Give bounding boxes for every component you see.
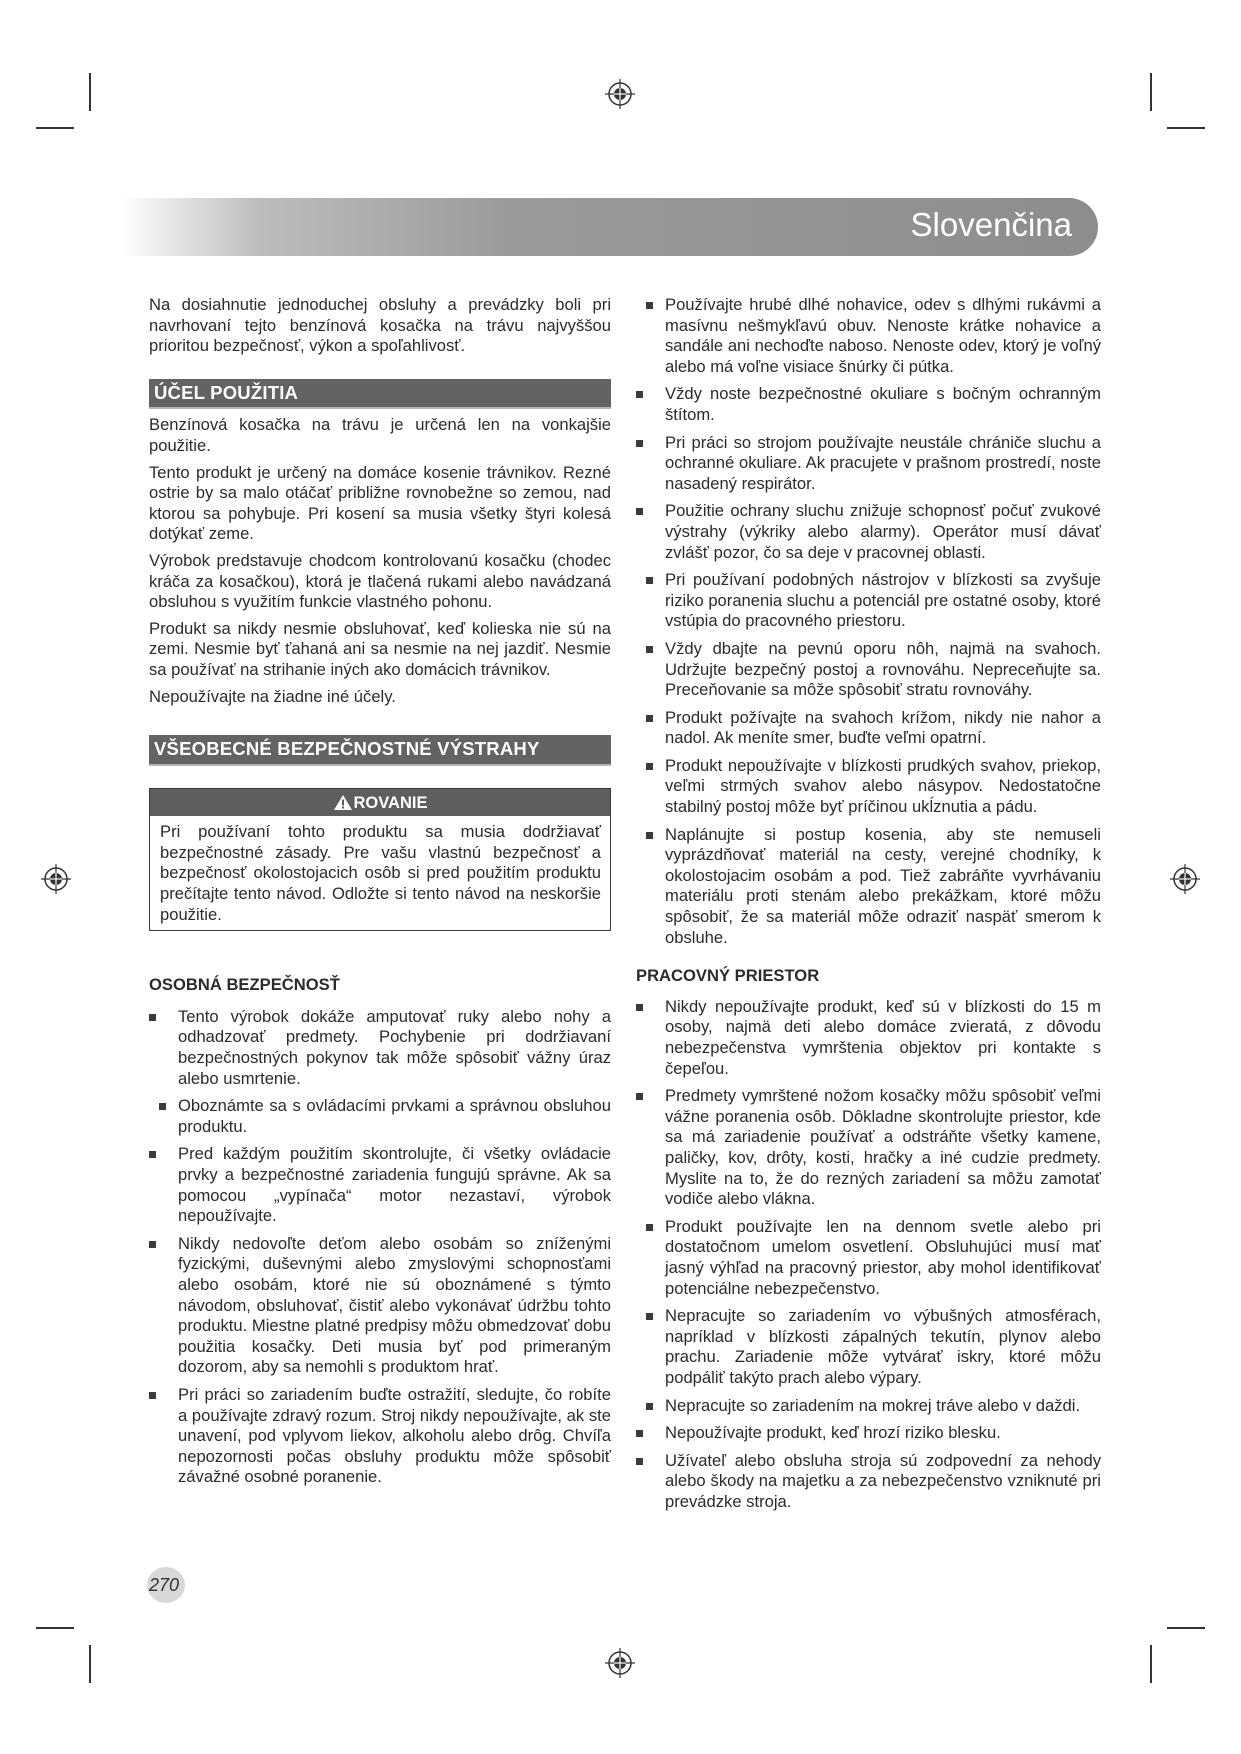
list-item: Vždy noste bezpečnostné okuliare s bočným ochranným štítom.	[636, 384, 1101, 425]
bullet-icon	[636, 1458, 643, 1465]
bullet-icon	[636, 1093, 643, 1100]
page-number: 270	[147, 1567, 185, 1603]
list-item: Nepracujte so zariadením na mokrej tráve alebo v daždi.	[636, 1396, 1101, 1417]
warning-title: ROVANIE	[353, 793, 428, 812]
bullet-icon	[646, 832, 653, 839]
registration-mark-icon	[603, 77, 637, 111]
section-heading-purpose: ÚČEL POUŽITIA	[149, 379, 611, 408]
registration-mark-icon	[39, 862, 73, 896]
bullet-icon	[646, 646, 653, 653]
list-item: Vždy dbajte na pevnú oporu nôh, najmä na svahoch. Udržujte bezpečný postoj a rovnováhu. Nepreceňujte sa. Preceňovanie sa môže spôsobiť stratu rovnováhy.	[636, 639, 1101, 701]
language-banner	[120, 198, 1098, 256]
list-item: Nepracujte so zariadením vo výbušných atmosférach, napríklad v blízkosti zápalných tekutín, plynov alebo prachu. Zariadenie môže vytvárať iskry, ktoré môžu podpáliť takýto prach alebo výpary.	[636, 1306, 1101, 1388]
right-column	[636, 295, 1101, 1519]
right-safety-list	[636, 295, 1101, 948]
list-item: Tento výrobok dokáže amputovať ruky alebo nohy a odhadzovať predmety. Pochybenie pri dodržiavaní bezpečnostných pokynov tak môže spôsobiť vážny úraz alebo usmrtenie.	[149, 1007, 611, 1089]
crop-mark	[1167, 127, 1205, 129]
list-item: Oboznámte sa s ovládacími prvkami a správnou obsluhou produktu.	[149, 1096, 611, 1137]
bullet-icon	[159, 1103, 166, 1110]
bullet-icon	[646, 577, 653, 584]
section-heading-general-safety: VŠEOBECNÉ BEZPEČNOSTNÉ VÝSTRAHY	[149, 735, 611, 764]
bullet-icon	[646, 1403, 653, 1410]
paragraph: Tento produkt je určený na domáce kosenie trávnikov. Rezné ostrie by sa malo otáčať približne rovnobežne so zemou, nad ktorou sa pohybuje. Pri kosení sa musia všetky štyri kolesá dotýkať zeme.	[149, 462, 611, 544]
list-item: Nikdy nedovoľte deťom alebo osobám so zníženými fyzickými, duševnými alebo zmyslovými schopnosťami alebo osobám, ktoré nie sú oboznámené s týmto návodom, obsluhovať, čistiť alebo vykonávať údržbu tohto produktu. Miestne platné predpisy môžu obmedzovať dobu použitia kosačky. Deti musia byť pod primeraným dozorom, aby sa nemohli s produktom hrať.	[149, 1234, 611, 1378]
bullet-icon	[646, 1224, 653, 1231]
crop-mark	[89, 1645, 91, 1683]
bullet-icon	[636, 1004, 643, 1011]
list-item: Použitie ochrany sluchu znižuje schopnosť počuť zvukové výstrahy (výkriky alebo alarmy). Operátor musí dávať zvlášť pozor, čo sa deje v pracovnej oblasti.	[636, 501, 1101, 563]
paragraph: Produkt sa nikdy nesmie obsluhovať, keď kolieska nie sú na zemi. Nesmie byť ťahaná ani sa nesmie na nej jazdiť. Nesmie sa používať na strihanie iných ako domácich trávnikov.	[149, 618, 611, 679]
left-column	[149, 295, 611, 1495]
language-title: Slovenčina	[910, 206, 1072, 243]
list-item: Produkt požívajte na svahoch krížom, nikdy nie nahor a nadol. Ak meníte smer, buďte veľmi opatrní.	[636, 708, 1101, 749]
paragraph: Výrobok predstavuje chodcom kontrolovanú kosačku (chodec kráča za kosačkou), ktorá je tlačená rukami alebo navádzaná obsluhou s využitím funkcie vlastného pohonu.	[149, 550, 611, 612]
intro-paragraph: Na dosiahnutie jednoduchej obsluhy a prevádzky boli pri navrhovaní tejto benzínová kosačka na trávu najvyššou prioritou bezpečnosť, výkon a spoľahlivosť.	[149, 295, 611, 356]
registration-mark-icon	[603, 1646, 637, 1680]
list-item: Pred každým použitím skontrolujte, či všetky ovládacie prvky a bezpečnostné zariadenia fungujú správne. Ak sa pomocou „vypínača“ motor nezastaví, výrobok nepoužívajte.	[149, 1144, 611, 1226]
crop-mark	[1150, 1645, 1152, 1683]
personal-safety-list	[149, 1007, 611, 1488]
list-item: Nepoužívajte produkt, keď hrozí riziko blesku.	[636, 1423, 1101, 1444]
bullet-icon	[149, 1241, 156, 1248]
list-item: Produkt nepoužívajte v blízkosti prudkých svahov, priekop, veľmi strmých svahov alebo násypov. Nedostatočne stabilný postoj môže byť príčinou ukĺznutia a pádu.	[636, 756, 1101, 818]
bullet-icon	[646, 1313, 653, 1320]
bullet-icon	[636, 440, 643, 447]
crop-mark	[1167, 1627, 1205, 1629]
list-item: Pri práci so strojom používajte neustále chrániče sluchu a ochranné okuliare. Ak pracujete v prašnom prostredí, noste nasadený respirátor.	[636, 433, 1101, 495]
registration-mark-icon	[1168, 862, 1202, 896]
bullet-icon	[149, 1392, 156, 1399]
list-item: Pri používaní podobných nástrojov v blízkosti sa zvyšuje riziko poranenia sluchu a potenciál pre ostatné osoby, ktoré vstúpia do pracovného priestoru.	[636, 570, 1101, 632]
crop-mark	[89, 73, 91, 111]
list-item: Pri práci so zariadením buďte ostražití, sledujte, čo robíte a používajte zdravý rozum. Stroj nikdy nepoužívajte, ak ste unavení, pod vplyvom liekov, alkoholu alebo drôg. Chvíľa nepozornosti počas obsluhy produktu môže spôsobiť závažné osobné poranenie.	[149, 1385, 611, 1488]
warning-body: Pri používaní tohto produktu sa musia dodržiavať bezpečnostné zásady. Pre vašu vlastnú bezpečnosť a bezpečnosť okolostojacich osôb si pred použitím produktu prečítajte tento návod. Odložte si tento návod na neskoršie použitie.	[160, 822, 601, 924]
crop-mark	[36, 127, 74, 129]
subheading-work-area: PRACOVNÝ PRIESTOR	[636, 966, 820, 986]
crop-mark	[36, 1627, 74, 1629]
bullet-icon	[149, 1151, 156, 1158]
bullet-icon	[646, 715, 653, 722]
list-item: Používajte hrubé dlhé nohavice, odev s dlhými rukávmi a masívnu nešmykľavú obuv. Nenoste krátke nohavice a sandále ani nechoďte naboso. Nenoste odev, ktorý je voľný alebo má voľne visiace šnúrky či pútka.	[636, 295, 1101, 377]
bullet-icon	[636, 1430, 643, 1437]
crop-mark	[1150, 73, 1152, 111]
list-item: Užívateľ alebo obsluha stroja sú zodpovední za nehody alebo škody na majetku a za nebezpečenstvo vzniknuté pri prevádzke stroja.	[636, 1451, 1101, 1513]
list-item: Predmety vymrštené nožom kosačky môžu spôsobiť veľmi vážne poranenia osôb. Dôkladne skontrolujte priestor, kde sa má zariadenie používať a odstráňte všetky kamene, paličky, kov, drôty, kosti, hračky a iné cudzie predmety. Myslite na to, že do rezných zariadení sa môžu zamotať vodiče alebo vlákna.	[636, 1086, 1101, 1210]
bullet-icon	[636, 391, 643, 398]
bullet-icon	[646, 302, 653, 309]
subheading-personal-safety: OSOBNÁ BEZPEČNOSŤ	[149, 975, 340, 995]
work-area-list	[636, 997, 1101, 1513]
bullet-icon	[636, 508, 643, 515]
warning-triangle-icon	[333, 794, 353, 811]
paragraph: Nepoužívajte na žiadne iné účely.	[149, 686, 396, 706]
list-item: Produkt používajte len na dennom svetle alebo pri dostatočnom umelom osvetlení. Obsluhujúci musí mať jasný výhľad na pracovný priestor, aby mohol identifikovať potenciálne nebezpečenstvo.	[636, 1217, 1101, 1299]
warning-box	[149, 788, 611, 932]
paragraph: Benzínová kosačka na trávu je určená len na vonkajšie použitie.	[149, 415, 611, 455]
bullet-icon	[646, 763, 653, 770]
list-item: Nikdy nepoužívajte produkt, keď sú v blízkosti do 15 m osoby, najmä deti alebo domáce zvieratá, z dôvodu nebezpečenstva vymrštenia objektov pri kontakte s čepeľou.	[636, 997, 1101, 1079]
warning-header	[150, 789, 610, 817]
bullet-icon	[149, 1014, 156, 1021]
list-item: Naplánujte si postup kosenia, aby ste nemuseli vyprázdňovať materiál na cesty, verejné chodníky, k okolostojacim osobám a pod. Tiež zabráňte vyvrhávaniu materiálu proti stenám alebo prekážkam, ktoré môžu spôsobiť, že sa materiál môže odraziť naspäť smerom k obsluhe.	[636, 825, 1101, 949]
